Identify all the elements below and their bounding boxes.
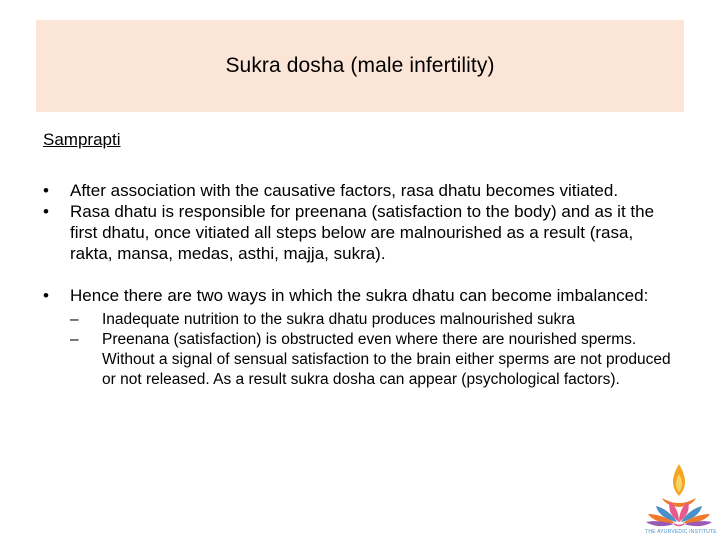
logo-text: THE AYURVEDIC INSTITUTE bbox=[645, 529, 717, 535]
sub-bullet-item: – Preenana (satisfaction) is obstructed even where there are nourished sperms. Without a signal of sensual satisfaction to the brain either sperms are not produced or not released. As a result sukra dosha can appear (psychological factors). bbox=[70, 330, 672, 390]
bullet-list bbox=[43, 180, 673, 390]
slide-body bbox=[43, 180, 673, 390]
section-heading: Samprapti bbox=[43, 130, 121, 149]
bullet-item: • After association with the causative factors, rasa dhatu becomes vitiated. bbox=[43, 180, 673, 201]
sub-bullet-item: – Inadequate nutrition to the sukra dhatu produces malnourished sukra bbox=[70, 310, 672, 330]
bullet-item bbox=[43, 285, 673, 390]
slide-title: Sukra dosha (male infertility) bbox=[225, 54, 495, 77]
bullet-text: Hence there are two ways in which the sukra dhatu can become imbalanced: bbox=[70, 286, 649, 305]
lotus-lamp-icon bbox=[640, 460, 718, 538]
sub-bullet-list bbox=[70, 310, 673, 390]
bullet-item: • Rasa dhatu is responsible for preenana (satisfaction to the body) and as it the first dhatu, once vitiated all steps below are malnourished as a result (rasa, rakta, mansa, medas, asthi, majja, sukra). bbox=[43, 201, 673, 264]
title-band bbox=[36, 20, 684, 112]
